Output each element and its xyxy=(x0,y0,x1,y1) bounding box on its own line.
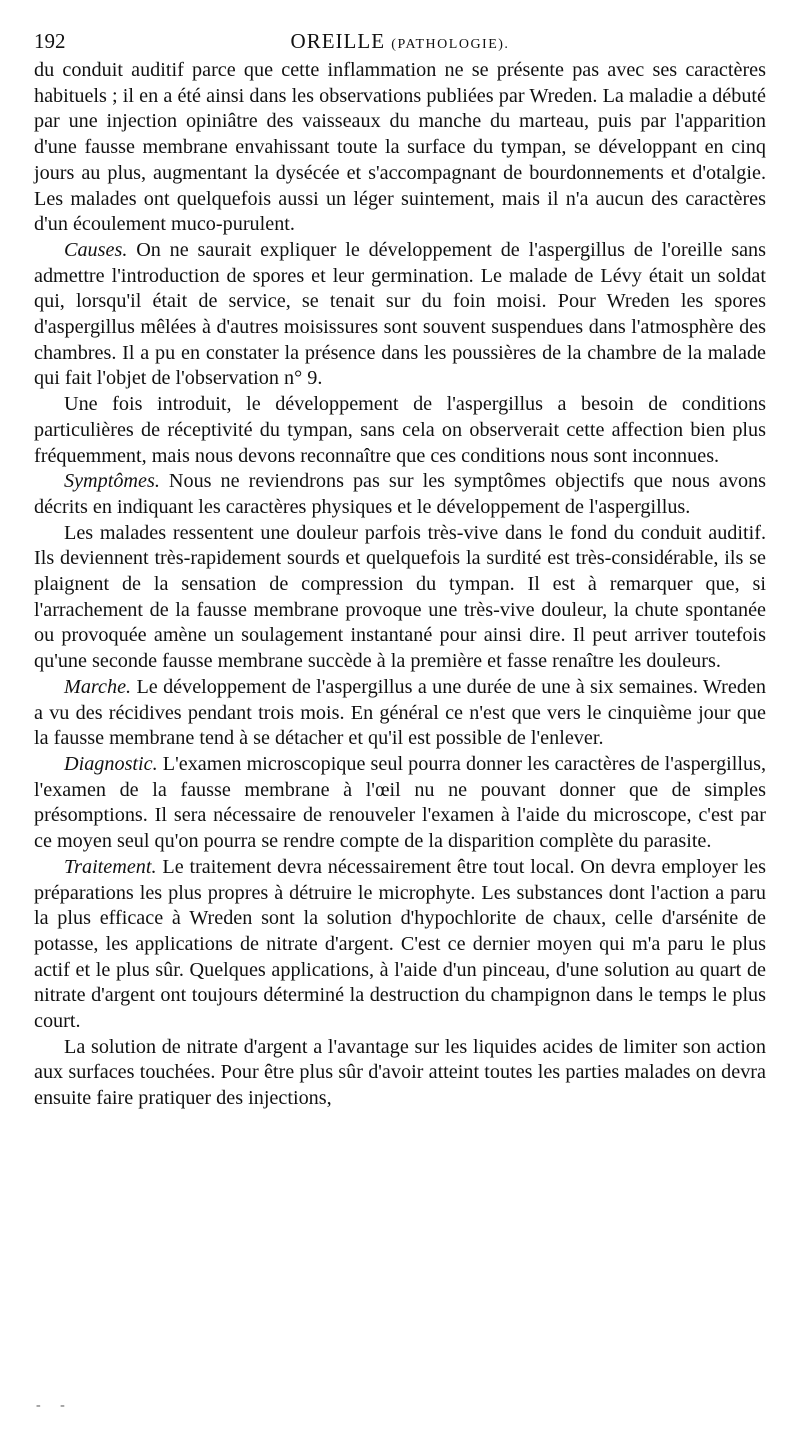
paragraph xyxy=(34,469,766,520)
paragraph xyxy=(34,521,766,675)
paragraph xyxy=(34,675,766,752)
bottom-marks: - - xyxy=(36,1398,73,1413)
running-head xyxy=(34,24,766,58)
paragraph xyxy=(34,752,766,855)
paragraph-text: L'examen microscopique seul pourra donner les caractères de l'aspergillus, l'examen de la fausse membrane à l'œil nu ne pouvant donner que de simples présomptions. Il sera nécessaire de renouveler l'examen à l'aide du microscope, c'est par ce moyen seul qu'on pourra se rendre compte de la disparition complète du parasite. xyxy=(34,752,766,853)
section-label-diagnostic: Diagnostic. xyxy=(64,752,158,775)
paragraph-text: Les malades ressentent une douleur parfois très-vive dans le fond du conduit auditif. Ils deviennent très-rapidement sourds et quelquefois la surdité est très-considérable, ils se plaignent de la sensation de compression du tympan. Il est à remarquer que, si l'arrachement de la fausse membrane provoque une très-vive douleur, la chute spontanée ou provoquée amène un soulagement instantané pour ainsi dire. Il peut arriver toutefois qu'une seconde fausse membrane succède à la première et fasse renaître les douleurs. xyxy=(34,521,766,673)
body-text xyxy=(34,58,766,1112)
paragraph-text: Le développement de l'aspergillus a une durée de une à six semaines. Wreden a vu des récidives pendant trois mois. En général ce n'est que vers le cinquième jour que la fausse membrane tend à se détacher et qu'il est possible de l'enlever. xyxy=(34,675,767,750)
paragraph xyxy=(34,855,766,1035)
section-label-causes: Causes. xyxy=(64,238,128,261)
section-label-traitement: Traitement. xyxy=(64,855,157,878)
paragraph xyxy=(34,58,766,238)
paragraph-text: La solution de nitrate d'argent a l'avantage sur les liquides acides de limiter son action aux surfaces touchées. Pour être plus sûr d'avoir atteint toutes les parties malades on devra ensuite faire pratiquer des injections, xyxy=(34,1035,766,1110)
paragraph xyxy=(34,392,766,469)
paragraph-text: Une fois introduit, le développement de l'aspergillus a besoin de conditions particulières de réceptivité du tympan, sans cela on observerait cette affection bien plus fréquemment, mais nous devons reconnaître que ces conditions nous sont inconnues. xyxy=(34,393,766,467)
page-number: 192 xyxy=(34,29,66,53)
paragraph xyxy=(34,1035,766,1112)
running-title-sub: (PATHOLOGIE). xyxy=(391,37,510,52)
paragraph-text: On ne saurait expliquer le développement de l'aspergillus de l'oreille sans admettre l'introduction de spores et leur germination. Le malade de Lévy était un soldat qui, lorsqu'il était de service, se tenait sur du foin moisi. Pour Wreden les spores d'aspergillus mêlées à d'autres moisissures sont souvent suspendues dans l'atmosphère des chambres. Il a pu en constater la présence dans les poussières de la chambre de la malade qui fait l'objet de l'observation n° 9. xyxy=(34,238,766,390)
running-title-main: OREILLE xyxy=(290,29,386,53)
paragraph-text: Le traitement devra nécessairement être tout local. On devra employer les préparations les plus propres à détruire le microphyte. Les substances dont l'action a paru la plus efficace à Wreden sont la solution d'hypochlorite de chaux, celle d'arsénite de potasse, les applications de nitrate d'argent. C'est ce dernier moyen qui m'a paru le plus actif et le plus sûr. Quelques applications, à l'aide d'un pinceau, d'une solution au quart de nitrate d'argent ont toujours déterminé la destruction du champignon dans le temps le plus court. xyxy=(34,855,766,1033)
paragraph xyxy=(34,238,766,392)
paragraph-text: du conduit auditif parce que cette inflammation ne se présente pas avec ses caractères habituels ; il en a été ainsi dans les observations publiées par Wreden. La maladie a débuté par une injection opiniâtre des vaisseaux du manche du marteau, puis par l'apparition d'une fausse membrane envahissant toute la surface du tympan, se développant en cinq jours au plus, augmentant la dysécée et s'accompagnant de bourdonnements et d'otalgie. Les malades ont quelquefois aussi un léger suintement, mais il n'a aucun des caractères d'un écoulement muco-purulent. xyxy=(34,59,766,236)
section-label-symptomes: Symptômes. xyxy=(64,470,160,493)
paragraph-text: Nous ne reviendrons pas sur les symptômes objectifs que nous avons décrits en indiquant les caractères physiques et le développement de l'aspergillus. xyxy=(34,470,766,518)
running-title xyxy=(34,24,766,62)
section-label-marche: Marche. xyxy=(64,675,132,698)
page xyxy=(34,24,766,1112)
